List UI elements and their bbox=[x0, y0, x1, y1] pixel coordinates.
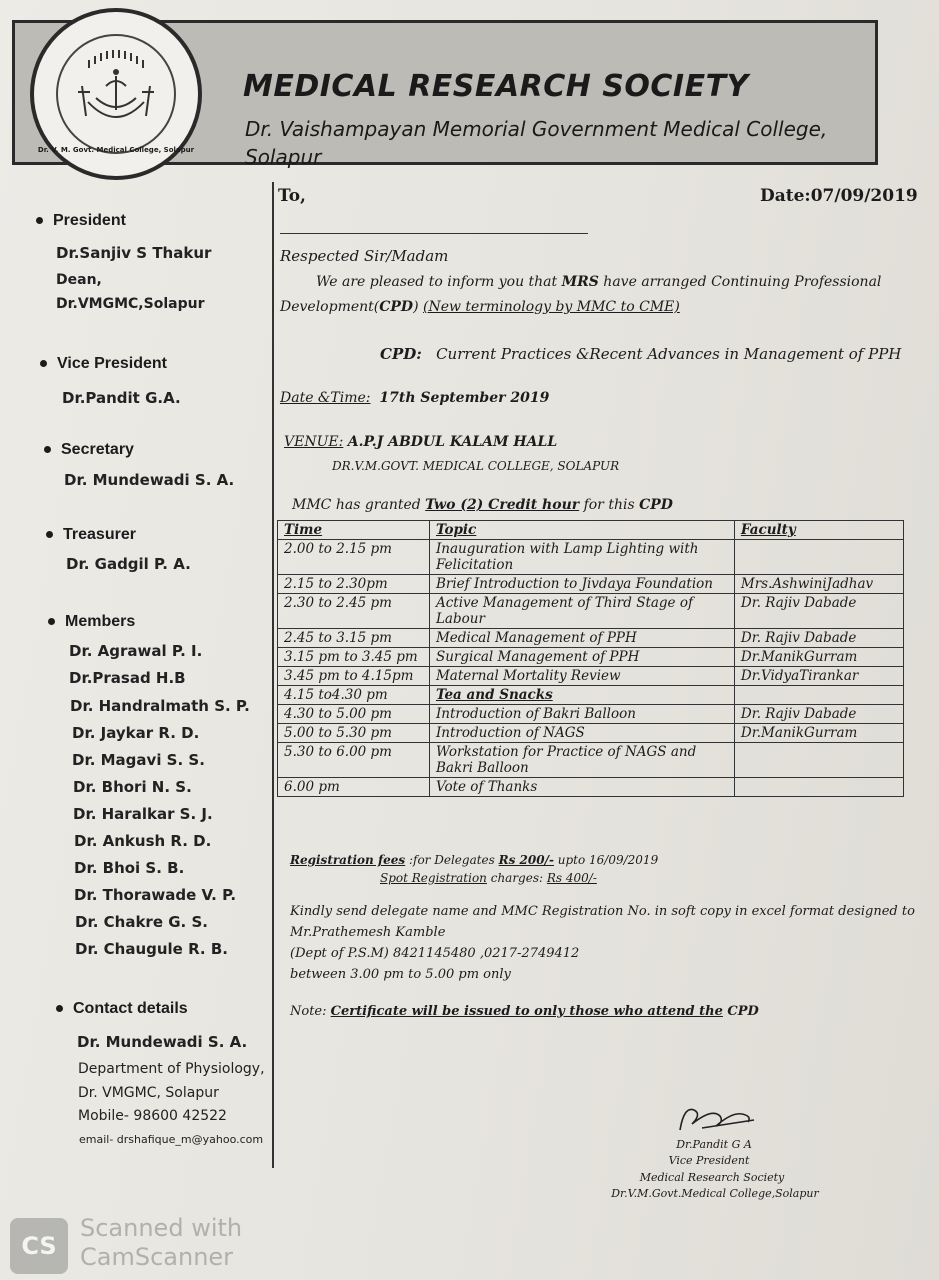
camscanner-watermark bbox=[80, 1214, 242, 1272]
cpd-label: CPD: bbox=[380, 345, 422, 363]
table-row bbox=[278, 575, 904, 594]
logo-inner-ring bbox=[56, 34, 176, 154]
credit-line bbox=[292, 497, 673, 513]
org-name: MEDICAL RESEARCH SOCIETY bbox=[243, 69, 749, 104]
bullet-icon bbox=[40, 360, 47, 367]
table-row bbox=[278, 648, 904, 667]
venue-label: VENUE: bbox=[284, 434, 344, 450]
venue-line bbox=[284, 434, 557, 450]
member-name: Dr. Haralkar S. J. bbox=[73, 805, 213, 823]
note-line bbox=[290, 1004, 759, 1019]
contact-heading bbox=[56, 1000, 188, 1018]
column-divider bbox=[272, 182, 274, 1168]
treasurer-name: Dr. Gadgil P. A. bbox=[66, 555, 191, 573]
bullet-icon bbox=[44, 446, 51, 453]
time-cell: 4.15 to4.30 pm bbox=[278, 686, 430, 705]
fees-amount: Rs 200/- bbox=[498, 853, 554, 867]
president-title: President bbox=[53, 212, 126, 229]
topic-cell: Introduction of NAGS bbox=[429, 724, 734, 743]
member-name: Dr. Bhoi S. B. bbox=[74, 859, 185, 877]
member-name: Dr. Ankush R. D. bbox=[74, 832, 212, 850]
time-cell: 5.00 to 5.30 pm bbox=[278, 724, 430, 743]
camscanner-logo-icon: CS bbox=[10, 1218, 68, 1274]
topic-cell: Introduction of Bakri Balloon bbox=[429, 705, 734, 724]
member-name: Dr. Magavi S. S. bbox=[72, 751, 205, 769]
signatory-title: Vice President bbox=[668, 1154, 750, 1167]
time-cell: 2.30 to 2.45 pm bbox=[278, 594, 430, 629]
spot-amount: Rs 400/- bbox=[546, 871, 597, 885]
faculty-cell: Dr. Rajiv Dabade bbox=[734, 705, 903, 724]
spot-label: Spot Registration bbox=[380, 871, 487, 885]
topic-cell: Maternal Mortality Review bbox=[429, 667, 734, 686]
datetime-line bbox=[280, 390, 549, 406]
credit-text: for this bbox=[579, 497, 640, 513]
time-cell: 2.00 to 2.15 pm bbox=[278, 540, 430, 575]
venue-address: DR.V.M.GOVT. MEDICAL COLLEGE, SOLAPUR bbox=[332, 459, 620, 473]
topic-cell: Active Management of Third Stage of Labour bbox=[429, 594, 734, 629]
bullet-icon bbox=[46, 531, 53, 538]
contact-title: Contact details bbox=[73, 1000, 188, 1017]
spot-fees-line bbox=[380, 871, 597, 885]
treasurer-title: Treasurer bbox=[63, 526, 136, 543]
topic-cell: Surgical Management of PPH bbox=[429, 648, 734, 667]
member-name: Dr. Chakre G. S. bbox=[75, 913, 208, 931]
time-cell: 6.00 pm bbox=[278, 778, 430, 797]
member-name: Dr. Handralmath S. P. bbox=[70, 697, 250, 715]
faculty-cell: Mrs.AshwiniJadhav bbox=[734, 575, 903, 594]
intro-text: Development( bbox=[280, 299, 380, 315]
topic-cell: Vote of Thanks bbox=[429, 778, 734, 797]
intro-text: have arranged Continuing Professional bbox=[598, 274, 882, 290]
watermark-line-2: CamScanner bbox=[80, 1243, 234, 1271]
member-name: Dr. Chaugule R. B. bbox=[75, 940, 228, 958]
intro-text: We are pleased to inform you that bbox=[316, 274, 562, 290]
members-title: Members bbox=[65, 613, 136, 630]
time-cell: 3.15 pm to 3.45 pm bbox=[278, 648, 430, 667]
president-college: Dr.VMGMC,Solapur bbox=[56, 296, 205, 312]
table-row bbox=[278, 594, 904, 629]
table-row bbox=[278, 778, 904, 797]
instruction-line-3: (Dept of P.S.M) 8421145480 ,0217-2749412 bbox=[290, 946, 580, 961]
table-row bbox=[278, 743, 904, 778]
vice-president-name: Dr.Pandit G.A. bbox=[62, 389, 181, 407]
member-name: Dr. Bhori N. S. bbox=[73, 778, 192, 796]
topic-cell: Brief Introduction to Jivdaya Foundation bbox=[429, 575, 734, 594]
college-name: Dr. Vaishampayan Memorial Government Medical College, bbox=[245, 117, 828, 141]
spot-text: charges: bbox=[486, 871, 547, 885]
table-header-row bbox=[278, 521, 904, 540]
faculty-cell: Dr. Rajiv Dabade bbox=[734, 629, 903, 648]
topic-cell: Tea and Snacks bbox=[429, 686, 734, 705]
vice-president-title: Vice President bbox=[57, 355, 167, 372]
signatory-org: Medical Research Society bbox=[639, 1171, 785, 1184]
treasurer-heading bbox=[46, 526, 136, 544]
intro-line-2 bbox=[280, 299, 680, 315]
datetime-value: 17th September 2019 bbox=[379, 390, 550, 406]
table-row bbox=[278, 540, 904, 575]
signature-mark-icon bbox=[672, 1100, 762, 1140]
college-city: Solapur bbox=[245, 145, 322, 169]
faculty-cell: Dr. Rajiv Dabade bbox=[734, 594, 903, 629]
vice-president-heading bbox=[40, 355, 167, 373]
header-topic: Topic bbox=[429, 521, 734, 540]
cpd-topic: Current Practices &Recent Advances in Management of PPH bbox=[436, 345, 902, 363]
time-cell: 2.15 to 2.30pm bbox=[278, 575, 430, 594]
president-name: Dr.Sanjiv S Thakur bbox=[56, 244, 212, 262]
venue-name: A.P.J ABDUL KALAM HALL bbox=[347, 434, 558, 450]
logo-bottom-text: Dr. V. M. Govt. Medical College, Solapur bbox=[37, 146, 195, 154]
table-row bbox=[278, 667, 904, 686]
contact-email: email- drshafique_m@yahoo.com bbox=[79, 1133, 264, 1146]
table-row bbox=[278, 705, 904, 724]
fees-text: :for Delegates bbox=[405, 853, 499, 867]
address-line bbox=[280, 233, 588, 234]
intro-text: ) bbox=[413, 299, 423, 315]
note-text: Certificate will be issued to only those who attend the bbox=[330, 1004, 723, 1019]
watermark-line-1: Scanned with bbox=[80, 1214, 243, 1242]
cpd-abbr: CPD bbox=[722, 1004, 759, 1019]
president-heading bbox=[36, 212, 126, 230]
letter-date: Date:07/09/2019 bbox=[760, 186, 918, 206]
topic-cell: Workstation for Practice of NAGS and Bakri Balloon bbox=[429, 743, 734, 778]
bullet-icon bbox=[48, 618, 55, 625]
signatory-name: Dr.Pandit G A bbox=[676, 1138, 752, 1151]
schedule-table bbox=[277, 520, 904, 797]
datetime-label: Date &Time: bbox=[280, 390, 371, 406]
faculty-cell bbox=[734, 686, 903, 705]
member-name: Dr.Prasad H.B bbox=[69, 669, 186, 687]
secretary-title: Secretary bbox=[61, 441, 134, 458]
contact-department: Department of Physiology, bbox=[78, 1061, 265, 1077]
fees-deadline: upto 16/09/2019 bbox=[553, 853, 659, 867]
cpd-abbr: CPD bbox=[379, 299, 414, 315]
header-time: Time bbox=[278, 521, 430, 540]
faculty-cell bbox=[734, 540, 903, 575]
president-role: Dean, bbox=[56, 272, 102, 288]
topic-cell: Inauguration with Lamp Lighting with Felicitation bbox=[429, 540, 734, 575]
fees-label: Registration fees bbox=[290, 853, 406, 867]
members-heading bbox=[48, 613, 135, 631]
society-logo bbox=[30, 8, 202, 180]
member-name: Dr. Agrawal P. I. bbox=[69, 642, 203, 660]
member-name: Dr. Jaykar R. D. bbox=[72, 724, 200, 742]
to-label: To, bbox=[278, 186, 306, 206]
instruction-line-4: between 3.00 pm to 5.00 pm only bbox=[290, 967, 511, 982]
topic-cell: Medical Management of PPH bbox=[429, 629, 734, 648]
cpd-topic-line bbox=[380, 345, 901, 363]
faculty-cell bbox=[734, 778, 903, 797]
contact-college: Dr. VMGMC, Solapur bbox=[78, 1085, 219, 1101]
fees-line bbox=[290, 853, 658, 867]
salutation: Respected Sir/Madam bbox=[280, 247, 449, 265]
time-cell: 2.45 to 3.15 pm bbox=[278, 629, 430, 648]
faculty-cell bbox=[734, 743, 903, 778]
bullet-icon bbox=[56, 1005, 63, 1012]
secretary-heading bbox=[44, 441, 134, 459]
header-faculty: Faculty bbox=[734, 521, 903, 540]
intro-line-1 bbox=[316, 274, 881, 290]
signatory-college: Dr.V.M.Govt.Medical College,Solapur bbox=[611, 1187, 819, 1200]
contact-name: Dr. Mundewadi S. A. bbox=[77, 1033, 248, 1051]
time-cell: 4.30 to 5.00 pm bbox=[278, 705, 430, 724]
table-row bbox=[278, 686, 904, 705]
table-row bbox=[278, 724, 904, 743]
lamp-emblem-icon bbox=[58, 36, 174, 152]
table-row bbox=[278, 629, 904, 648]
instruction-line-2: Mr.Prathemesh Kamble bbox=[290, 925, 446, 940]
faculty-cell: Dr.VidyaTirankar bbox=[734, 667, 903, 686]
credit-hours: Two (2) Credit hour bbox=[425, 497, 580, 513]
mrs-abbr: MRS bbox=[561, 274, 599, 290]
terminology-note: (New terminology by MMC to CME) bbox=[422, 299, 680, 315]
contact-mobile: Mobile- 98600 42522 bbox=[78, 1108, 227, 1124]
instruction-line-1: Kindly send delegate name and MMC Registration No. in soft copy in excel format designed to bbox=[290, 904, 915, 919]
bullet-icon bbox=[36, 217, 43, 224]
time-cell: 5.30 to 6.00 pm bbox=[278, 743, 430, 778]
note-label: Note: bbox=[290, 1004, 331, 1019]
credit-text: MMC has granted bbox=[292, 497, 426, 513]
time-cell: 3.45 pm to 4.15pm bbox=[278, 667, 430, 686]
faculty-cell: Dr.ManikGurram bbox=[734, 648, 903, 667]
member-name: Dr. Thorawade V. P. bbox=[74, 886, 237, 904]
faculty-cell: Dr.ManikGurram bbox=[734, 724, 903, 743]
cpd-abbr: CPD bbox=[639, 497, 673, 513]
secretary-name: Dr. Mundewadi S. A. bbox=[64, 471, 235, 489]
